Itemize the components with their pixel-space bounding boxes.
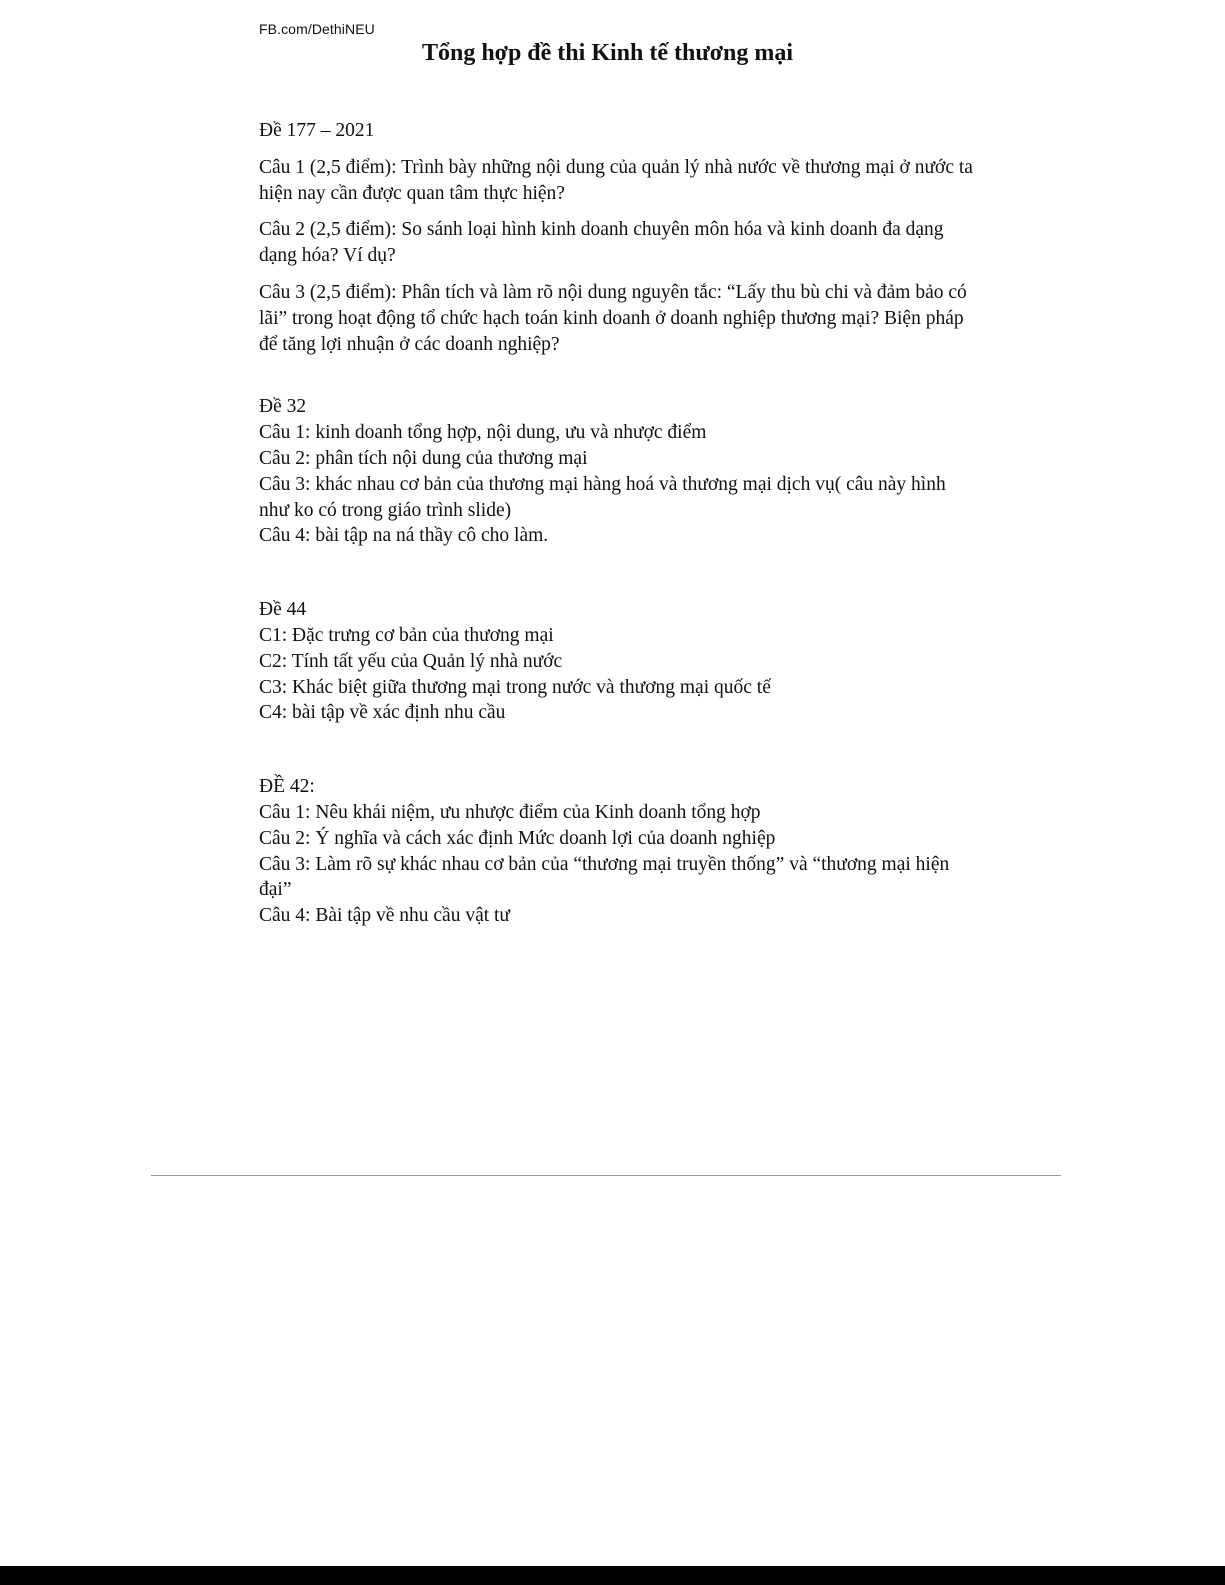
question-list xyxy=(259,800,979,929)
question-item: Câu 3: Làm rõ sự khác nhau cơ bản của “thương mại truyền thống” và “thương mại hiện đại” xyxy=(259,853,950,901)
question-list xyxy=(259,155,979,358)
question-item: Câu 1: kinh doanh tổng hợp, nội dung, ưu và nhược điểm xyxy=(259,422,707,444)
question-item: Câu 3 (2,5 điểm): Phân tích và làm rõ nội dung nguyên tắc: “Lấy thu bù chi và đảm bảo có lãi” trong hoạt động tổ chức hạch toán kinh doanh ở doanh nghiệp thương mại? Biện pháp để tăng lợi nhuận ở các doanh nghiệp? xyxy=(259,281,967,355)
question-item: C1: Đặc trưng cơ bản của thương mại xyxy=(259,624,554,646)
document-body xyxy=(259,118,979,929)
question-item: Câu 1 (2,5 điểm): Trình bày những nội dung của quản lý nhà nước về thương mại ở nước ta hiện nay cần được quan tâm thực hiện? xyxy=(259,156,973,204)
exam-section-42 xyxy=(259,774,979,929)
source-label: FB.com/DethiNEU xyxy=(259,21,375,37)
question-item: C3: Khác biệt giữa thương mại trong nước và thương mại quốc tế xyxy=(259,676,771,698)
document-title: Tổng hợp đề thi Kinh tế thương mại xyxy=(421,40,794,66)
question-item: Câu 1: Nêu khái niệm, ưu nhược điểm của Kinh doanh tổng hợp xyxy=(259,801,761,823)
question-list xyxy=(259,623,979,726)
question-item: C4: bài tập về xác định nhu cầu xyxy=(259,702,506,724)
question-item: Câu 2 (2,5 điểm): So sánh loại hình kinh doanh chuyên môn hóa và kinh doanh đa dạng dạng hóa? Ví dụ? xyxy=(259,219,944,267)
question-item: C2: Tính tất yếu của Quản lý nhà nước xyxy=(259,650,563,672)
question-item: Câu 3: khác nhau cơ bản của thương mại hàng hoá và thương mại dịch vụ( câu này hình như ko có trong giáo trình slide) xyxy=(259,473,946,521)
exam-heading: Đề 177 – 2021 xyxy=(259,120,375,141)
page-bottom-edge xyxy=(0,1566,1225,1585)
exam-section-32 xyxy=(259,394,979,549)
exam-section-177 xyxy=(259,118,979,357)
question-item: Câu 2: phân tích nội dung của thương mại xyxy=(259,447,588,469)
question-list xyxy=(259,420,979,549)
exam-heading: Đề 32 xyxy=(259,396,307,418)
exam-heading: Đề 44 xyxy=(259,599,307,621)
question-item: Câu 4: bài tập na ná thầy cô cho làm. xyxy=(259,525,549,547)
exam-section-44 xyxy=(259,597,979,726)
exam-heading: ĐỀ 42: xyxy=(259,776,315,798)
page-divider xyxy=(151,1175,1061,1176)
question-item: Câu 2: Ý nghĩa và cách xác định Mức doanh lợi của doanh nghiệp xyxy=(259,827,776,849)
question-item: Câu 4: Bài tập về nhu cầu vật tư xyxy=(259,905,511,927)
